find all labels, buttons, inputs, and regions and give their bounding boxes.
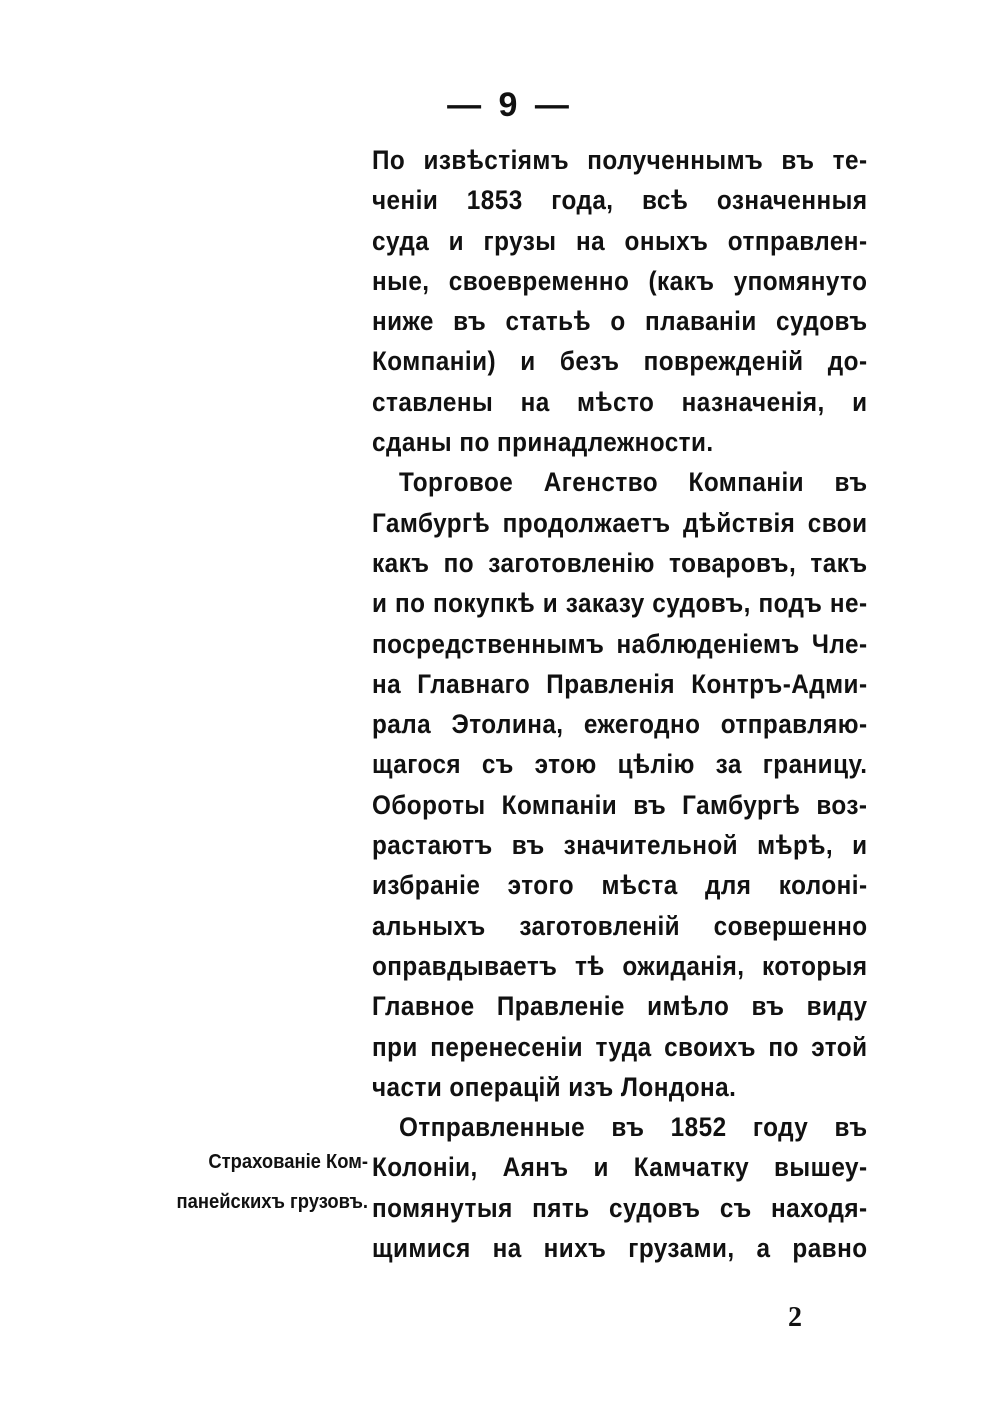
text-line: суда и грузы на оныхъ отправлен- [372, 225, 868, 256]
margin-note-line: Страхованіе Ком- [208, 1151, 368, 1173]
text-line: альныхъ заготовленій совершенно [372, 910, 868, 941]
text-line: Обороты Компаніи въ Гамбургѣ воз- [372, 789, 868, 820]
text-line: посредственнымъ наблюденіемъ Чле- [372, 628, 868, 659]
text-line: Колоніи, Аянъ и Камчатку вышеу- [372, 1152, 868, 1183]
text-line: растаютъ въ значительной мѣрѣ, и [372, 830, 868, 861]
main-text-column [372, 140, 868, 1268]
page-number: — 9 — [447, 86, 573, 124]
text-line: Компаніи) и безъ поврежденій до- [372, 346, 868, 377]
text-line: оправдываетъ тѣ ожиданія, которыя [372, 950, 868, 981]
text-line: избраніе этого мѣста для колоні- [372, 870, 868, 901]
text-line: щимися на нихъ грузами, а равно [372, 1233, 868, 1264]
text-line: Гамбургѣ продолжаетъ дѣйствія свои [372, 507, 868, 538]
text-line: сданы по принадлежности. [372, 427, 714, 458]
paragraph-3 [372, 1107, 868, 1268]
margin-note [118, 1142, 368, 1222]
text-line: рала Этолина, ежегодно отправляю- [372, 709, 868, 740]
text-line: какъ по заготовленію товаровъ, такъ [372, 547, 868, 578]
paragraph-2 [372, 462, 868, 1107]
text-line: По извѣстіямъ полученнымъ въ те- [372, 145, 868, 175]
text-line: ные, своевременно (какъ упомянуто [372, 265, 868, 296]
margin-note-line: панейскихъ грузовъ. [176, 1191, 368, 1213]
text-line: Отправленные въ 1852 году въ [399, 1112, 868, 1143]
text-line: ченіи 1853 года, всѣ означенныя [372, 185, 868, 216]
text-line: части операцій изъ Лондона. [372, 1071, 737, 1102]
signature-mark: 2 [788, 1302, 802, 1333]
text-line: на Главнаго Правленія Контръ-Адми- [372, 668, 868, 699]
text-line: и по покупкѣ и заказу судовъ, подъ не- [372, 588, 868, 619]
text-line: при перенесеніи туда своихъ по этой [372, 1031, 868, 1062]
text-line: Торговое Агенство Компаніи въ [399, 467, 868, 498]
text-line: Главное Правленіе имѣло въ виду [372, 991, 868, 1022]
paragraph-1 [372, 140, 868, 462]
text-line: ниже въ статьѣ о плаваніи судовъ [372, 306, 868, 337]
text-line: щагося съ этою цѣлію за границу. [372, 749, 868, 780]
text-line: ставлены на мѣсто назначенія, и [372, 386, 868, 417]
text-line: помянутыя пять судовъ съ находя- [372, 1192, 868, 1223]
